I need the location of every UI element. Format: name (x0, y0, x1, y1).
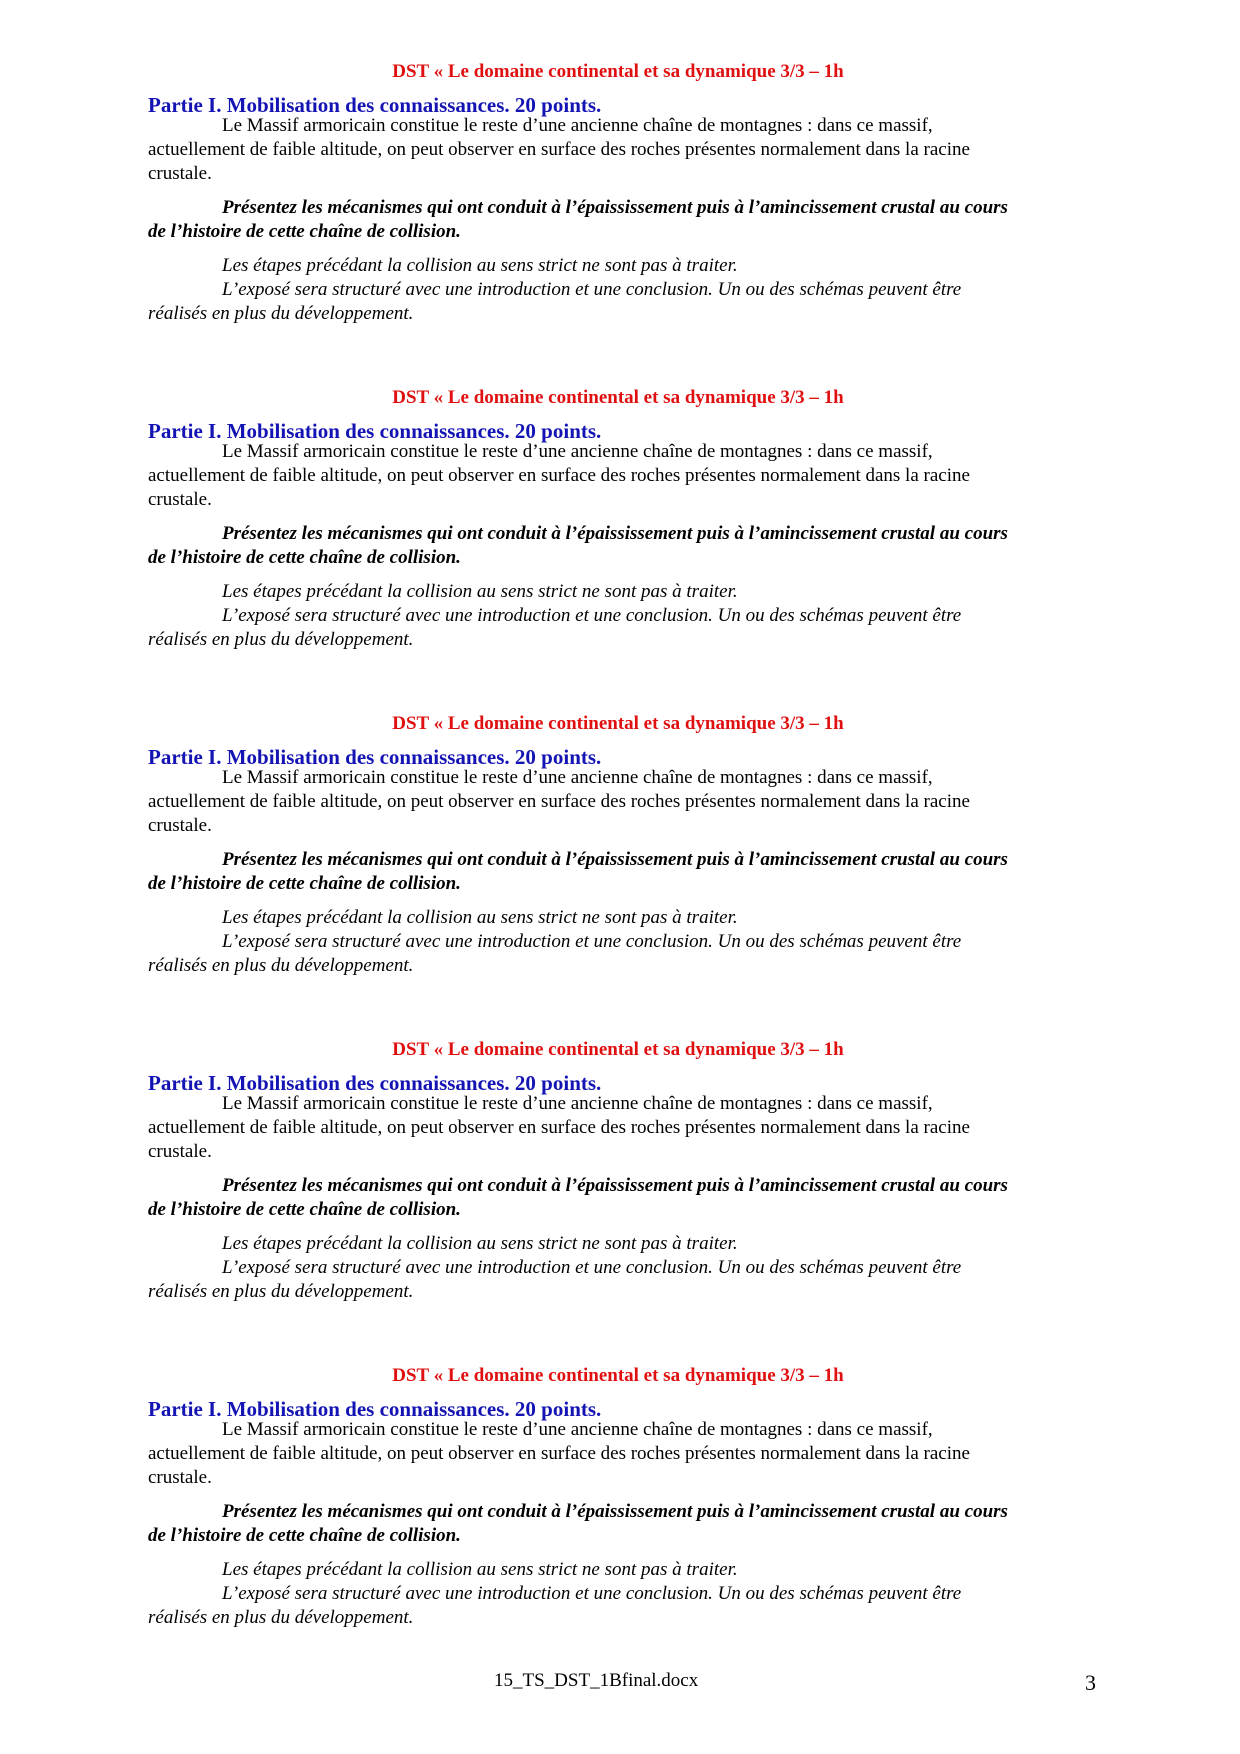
intro-line-3: crustale. (148, 815, 212, 836)
part-heading: Partie I. Mobilisation des connaissances. 20 points. (148, 1397, 602, 1421)
part-heading: Partie I. Mobilisation des connaissances. 20 points. (148, 745, 602, 769)
exam-block-3 (148, 712, 1088, 1002)
exam-title: DST « Le domaine continental et sa dynamique 3/3 – 1h (392, 713, 844, 734)
question-line-2: de l’histoire de cette chaîne de collision. (148, 547, 461, 568)
note-line-1: Les étapes précédant la collision au sens strict ne sont pas à traiter. (222, 1233, 738, 1254)
intro-line-2: actuellement de faible altitude, on peut observer en surface des roches présentes normalement dans la racine (148, 1117, 970, 1138)
exam-title: DST « Le domaine continental et sa dynamique 3/3 – 1h (392, 1365, 844, 1386)
question-line-2: de l’histoire de cette chaîne de collision. (148, 221, 461, 242)
question-line-1: Présentez les mécanismes qui ont conduit à l’épaississement puis à l’amincissement crustal au cours (222, 1501, 1008, 1522)
question-line-1: Présentez les mécanismes qui ont conduit à l’épaississement puis à l’amincissement crustal au cours (222, 849, 1008, 870)
intro-line-1: Le Massif armoricain constitue le reste d’une ancienne chaîne de montagnes : dans ce massif, (222, 1093, 933, 1114)
question-line-2: de l’histoire de cette chaîne de collision. (148, 873, 461, 894)
exam-block-4 (148, 1038, 1088, 1328)
exam-block-2 (148, 386, 1088, 676)
note-line-3: réalisés en plus du développement. (148, 303, 414, 324)
note-line-1: Les étapes précédant la collision au sens strict ne sont pas à traiter. (222, 1559, 738, 1580)
intro-line-3: crustale. (148, 163, 212, 184)
note-line-3: réalisés en plus du développement. (148, 955, 414, 976)
note-line-1: Les étapes précédant la collision au sens strict ne sont pas à traiter. (222, 255, 738, 276)
footer-filename: 15_TS_DST_1Bfinal.docx (494, 1670, 699, 1691)
part-heading: Partie I. Mobilisation des connaissances. 20 points. (148, 419, 602, 443)
intro-line-2: actuellement de faible altitude, on peut observer en surface des roches présentes normalement dans la racine (148, 791, 970, 812)
exam-title: DST « Le domaine continental et sa dynamique 3/3 – 1h (392, 1039, 844, 1060)
question-line-1: Présentez les mécanismes qui ont conduit à l’épaississement puis à l’amincissement crustal au cours (222, 1175, 1008, 1196)
footer-page-number: 3 (1085, 1670, 1096, 1695)
note-line-1: Les étapes précédant la collision au sens strict ne sont pas à traiter. (222, 581, 738, 602)
part-heading: Partie I. Mobilisation des connaissances. 20 points. (148, 93, 602, 117)
exam-title: DST « Le domaine continental et sa dynamique 3/3 – 1h (392, 61, 844, 82)
question-line-2: de l’histoire de cette chaîne de collision. (148, 1525, 461, 1546)
exam-block-1 (148, 60, 1088, 350)
note-line-1: Les étapes précédant la collision au sens strict ne sont pas à traiter. (222, 907, 738, 928)
note-line-2: L’exposé sera structuré avec une introduction et une conclusion. Un ou des schémas peuvent être (222, 1257, 962, 1278)
part-heading: Partie I. Mobilisation des connaissances. 20 points. (148, 1071, 602, 1095)
note-line-2: L’exposé sera structuré avec une introduction et une conclusion. Un ou des schémas peuvent être (222, 1583, 962, 1604)
intro-line-1: Le Massif armoricain constitue le reste d’une ancienne chaîne de montagnes : dans ce massif, (222, 1419, 933, 1440)
question-line-1: Présentez les mécanismes qui ont conduit à l’épaississement puis à l’amincissement crustal au cours (222, 523, 1008, 544)
intro-line-2: actuellement de faible altitude, on peut observer en surface des roches présentes normalement dans la racine (148, 139, 970, 160)
intro-line-2: actuellement de faible altitude, on peut observer en surface des roches présentes normalement dans la racine (148, 1443, 970, 1464)
exam-title: DST « Le domaine continental et sa dynamique 3/3 – 1h (392, 387, 844, 408)
intro-line-3: crustale. (148, 1141, 212, 1162)
intro-line-1: Le Massif armoricain constitue le reste d’une ancienne chaîne de montagnes : dans ce massif, (222, 115, 933, 136)
note-line-3: réalisés en plus du développement. (148, 629, 414, 650)
note-line-2: L’exposé sera structuré avec une introduction et une conclusion. Un ou des schémas peuvent être (222, 605, 962, 626)
intro-line-1: Le Massif armoricain constitue le reste d’une ancienne chaîne de montagnes : dans ce massif, (222, 441, 933, 462)
intro-line-2: actuellement de faible altitude, on peut observer en surface des roches présentes normalement dans la racine (148, 465, 970, 486)
intro-line-1: Le Massif armoricain constitue le reste d’une ancienne chaîne de montagnes : dans ce massif, (222, 767, 933, 788)
exam-block-5 (148, 1364, 1088, 1654)
note-line-3: réalisés en plus du développement. (148, 1607, 414, 1628)
note-line-3: réalisés en plus du développement. (148, 1281, 414, 1302)
question-line-2: de l’histoire de cette chaîne de collision. (148, 1199, 461, 1220)
question-line-1: Présentez les mécanismes qui ont conduit à l’épaississement puis à l’amincissement crustal au cours (222, 197, 1008, 218)
note-line-2: L’exposé sera structuré avec une introduction et une conclusion. Un ou des schémas peuvent être (222, 279, 962, 300)
intro-line-3: crustale. (148, 1467, 212, 1488)
intro-line-3: crustale. (148, 489, 212, 510)
note-line-2: L’exposé sera structuré avec une introduction et une conclusion. Un ou des schémas peuvent être (222, 931, 962, 952)
